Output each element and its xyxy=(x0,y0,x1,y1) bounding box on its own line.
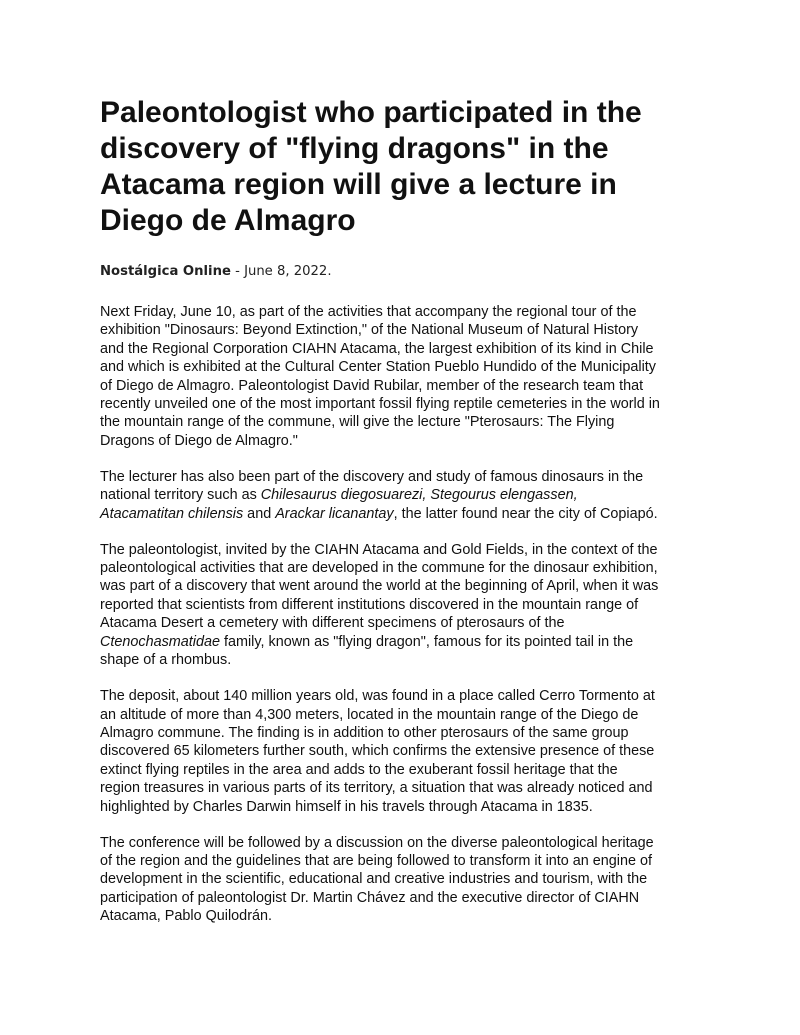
text-run: an altitude of more than 4,300 meters, located in the mountain range of the Diego de xyxy=(100,706,639,723)
text-run: and which is exhibited at the Cultural Center Station Pueblo Hundido of the Municipality xyxy=(100,359,656,376)
species-name: Ctenochasmatidae xyxy=(100,633,220,650)
title-line: Atacama region will give a lecture in xyxy=(100,168,617,201)
text-run: family, known as "flying dragon", famous for its pointed tail in the xyxy=(220,633,634,650)
paragraph-line xyxy=(100,413,700,431)
paragraph-line xyxy=(100,358,700,376)
paragraph-line xyxy=(100,742,700,760)
title-line: Diego de Almagro xyxy=(100,204,356,237)
text-run: extinct flying reptiles in the area and adds to the exuberant fossil heritage that the xyxy=(100,761,618,778)
text-run: of Diego de Almagro. Paleontologist David Rubilar, member of the research team that xyxy=(100,377,644,394)
text-run: and xyxy=(243,505,276,522)
text-run: Atacama, Pablo Quilodrán. xyxy=(100,908,272,925)
text-run: the mountain range of the commune, will give the lecture "Pterosaurs: The Flying xyxy=(100,414,615,431)
text-run: , the latter found near the city of Copiapó. xyxy=(393,505,658,522)
article-title xyxy=(100,95,720,239)
text-run: The paleontologist, invited by the CIAHN Atacama and Gold Fields, in the context of the xyxy=(100,541,658,558)
paragraph-line xyxy=(100,852,700,870)
paragraph-line xyxy=(100,577,700,595)
paragraph-line xyxy=(100,870,700,888)
paragraph-line xyxy=(100,706,700,724)
paragraph-line xyxy=(100,889,700,907)
text-run: highlighted by Charles Darwin himself in his travels through Atacama in 1835. xyxy=(100,798,593,815)
body-paragraph xyxy=(100,687,700,816)
paragraph-line xyxy=(100,651,700,669)
article-body xyxy=(100,303,700,943)
text-run: and the Regional Corporation CIAHN Atacama, the largest exhibition of its kind in Chile xyxy=(100,340,654,357)
paragraph-line xyxy=(100,633,700,651)
paragraph-line xyxy=(100,614,700,632)
text-run: shape of a rhombus. xyxy=(100,652,232,669)
paragraph-line xyxy=(100,432,700,450)
paragraph-line xyxy=(100,486,700,504)
paragraph-line xyxy=(100,321,700,339)
byline xyxy=(100,263,332,281)
species-name: Atacamatitan chilensis xyxy=(100,505,244,522)
text-run: region treasures in various parts of its territory, a situation that was already noticed and xyxy=(100,780,653,797)
text-run: recently unveiled one of the most important fossil flying reptile cemeteries in the world in xyxy=(100,396,660,413)
text-run: The conference will be followed by a discussion on the diverse paleontological heritage xyxy=(100,834,654,851)
text-run: paleontological activities that are developed in the commune for the dinosaur exhibition, xyxy=(100,560,658,577)
text-run: was part of a discovery that went around the world at the beginning of April, when it was xyxy=(100,578,659,595)
paragraph-line xyxy=(100,303,700,321)
paragraph-line xyxy=(100,377,700,395)
paragraph-line xyxy=(100,798,700,816)
text-run: The lecturer has also been part of the discovery and study of famous dinosaurs in the xyxy=(100,468,644,485)
title-line: discovery of "flying dragons" in the xyxy=(100,132,609,165)
text-run: Dragons of Diego de Almagro." xyxy=(100,432,298,449)
body-paragraph xyxy=(100,541,700,670)
paragraph-line xyxy=(100,505,700,523)
body-paragraph xyxy=(100,468,700,523)
paragraph-line xyxy=(100,596,700,614)
text-run: national territory such as xyxy=(100,487,261,504)
paragraph-line xyxy=(100,907,700,925)
paragraph-line xyxy=(100,395,700,413)
paragraph-line xyxy=(100,468,700,486)
text-run: participation of paleontologist Dr. Martin Chávez and the executive director of CIAHN xyxy=(100,889,640,906)
paragraph-line xyxy=(100,340,700,358)
paragraph-line xyxy=(100,724,700,742)
text-run: exhibition "Dinosaurs: Beyond Extinction," of the National Museum of Natural History xyxy=(100,322,639,339)
paragraph-line xyxy=(100,834,700,852)
body-paragraph xyxy=(100,303,700,450)
byline-date: June 8, 2022. xyxy=(244,264,332,279)
species-name: Chilesaurus diegosuarezi, Stegourus elengassen, xyxy=(260,487,578,504)
text-run: discovered 65 kilometers further south, which confirms the extensive presence of these xyxy=(100,743,655,760)
text-run: Almagro commune. The finding is in addition to other pterosaurs of the same group xyxy=(100,724,629,741)
paragraph-line xyxy=(100,541,700,559)
text-run: The deposit, about 140 million years old, was found in a place called Cerro Tormento at xyxy=(100,688,655,705)
text-run: development in the scientific, educational and creative industries and tourism, with the xyxy=(100,871,648,888)
text-run: Next Friday, June 10, as part of the activities that accompany the regional tour of the xyxy=(100,304,637,320)
text-run: Atacama Desert a cemetery with different specimens of pterosaurs of the xyxy=(100,615,565,632)
paragraph-line xyxy=(100,761,700,779)
title-line: Paleontologist who participated in the xyxy=(100,96,642,129)
text-run: of the region and the guidelines that are being followed to transform it into an engine of xyxy=(100,852,653,869)
paragraph-line xyxy=(100,779,700,797)
paragraph-line xyxy=(100,559,700,577)
body-paragraph xyxy=(100,834,700,926)
byline-separator: - xyxy=(230,264,245,279)
text-run: reported that scientists from different institutions discovered in the mountain range of xyxy=(100,596,639,613)
species-name: Arackar licanantay xyxy=(275,505,394,522)
byline-source: Nostálgica Online xyxy=(100,264,231,279)
paragraph-line xyxy=(100,687,700,705)
